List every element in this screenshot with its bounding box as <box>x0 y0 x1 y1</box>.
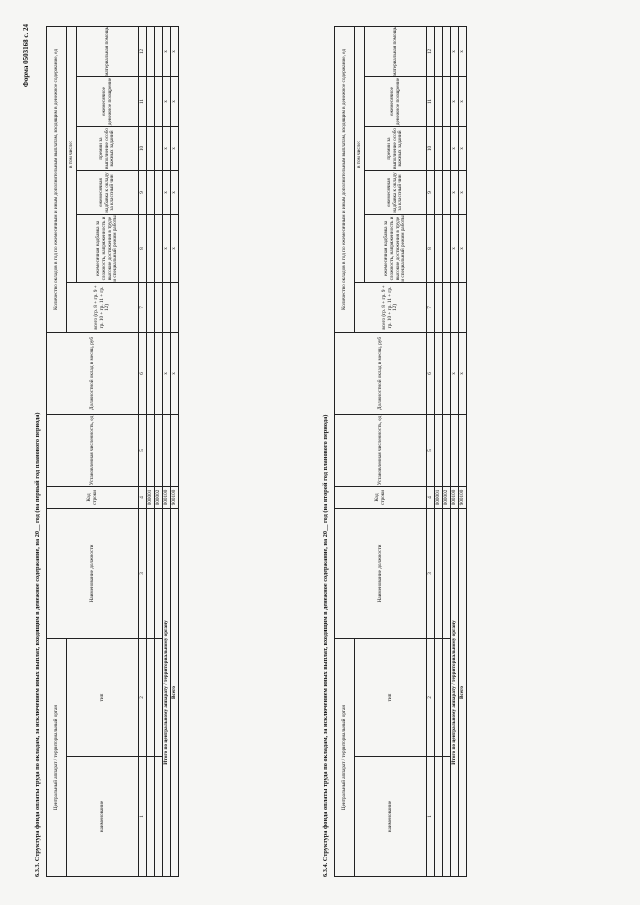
table-row <box>155 26 163 876</box>
cell-input[interactable] <box>443 170 451 214</box>
col-number: 11 <box>139 76 147 126</box>
table-row <box>443 26 451 876</box>
x-mark: x <box>451 26 459 76</box>
row-code: 000001 <box>147 486 155 508</box>
cell-input[interactable] <box>443 282 451 332</box>
name-header: наименование <box>67 757 139 877</box>
cell-input[interactable] <box>443 26 451 76</box>
cell-input[interactable] <box>155 282 163 332</box>
x-mark: x <box>451 214 459 282</box>
subtotal-row <box>451 26 459 876</box>
total-row <box>171 26 179 876</box>
cell-input[interactable] <box>435 332 443 414</box>
col-number: 10 <box>139 126 147 170</box>
cell-input[interactable] <box>443 126 451 170</box>
subcol-header: материальная помощь <box>365 26 427 76</box>
total-code: 900100 <box>171 486 179 508</box>
x-mark: x <box>171 26 179 76</box>
subtotal-label: Итого по центральному аппарату / территориальному органу <box>163 508 171 876</box>
cell-input[interactable] <box>147 757 155 877</box>
col-number: 12 <box>139 26 147 76</box>
cell-input[interactable] <box>451 414 459 486</box>
total-label: Всего <box>171 508 179 876</box>
cell-input[interactable] <box>155 638 163 756</box>
subcol-header: премии за выполнение особо важных заданий <box>365 126 427 170</box>
row-code: 000002 <box>155 486 163 508</box>
cell-input[interactable] <box>155 76 163 126</box>
cell-input[interactable] <box>163 282 171 332</box>
col-number: 1 <box>139 757 147 877</box>
cell-input[interactable] <box>459 282 467 332</box>
subcol-header: ежемесячная надбавка за сложность, напряженность и высокие достижения в труде и специальный режим работы <box>365 214 427 282</box>
x-mark: x <box>171 214 179 282</box>
cell-input[interactable] <box>435 214 443 282</box>
subtotal-code: 000100 <box>163 486 171 508</box>
subtotal-row <box>163 26 171 876</box>
col-number: 6 <box>139 332 147 414</box>
position-header: Наименование должности <box>47 508 139 638</box>
col-number: 4 <box>139 486 147 508</box>
col-number: 6 <box>427 332 435 414</box>
col-number: 9 <box>139 170 147 214</box>
cell-input[interactable] <box>155 332 163 414</box>
cell-input[interactable] <box>435 26 443 76</box>
row-code: 000001 <box>435 486 443 508</box>
total-header: всего (гр. 8 + гр. 9 + гр. 10 + гр. 11 + гр. 12) <box>355 282 427 332</box>
cell-input[interactable] <box>443 332 451 414</box>
cell-input[interactable] <box>147 414 155 486</box>
cell-input[interactable] <box>435 508 443 638</box>
cell-input[interactable] <box>155 414 163 486</box>
incl-header: в том числе: <box>355 26 365 282</box>
headcount-header: Установленная численность, ед <box>335 414 427 486</box>
count-group-header: Количество окладов в год по ежемесячным и иным дополнительным выплатам, входящим в денежное содержание, ед <box>335 26 355 332</box>
subcol-header: ежемесячная надбавка к окладу за классный чин <box>77 170 139 214</box>
form-code: Форма 0503168 с. 24 <box>22 24 30 88</box>
x-mark: x <box>451 332 459 414</box>
cell-input[interactable] <box>155 26 163 76</box>
table-row <box>147 26 155 876</box>
x-mark: x <box>163 214 171 282</box>
code-header: Код строки <box>47 486 139 508</box>
cell-input[interactable] <box>443 414 451 486</box>
x-mark: x <box>459 126 467 170</box>
cell-input[interactable] <box>171 414 179 486</box>
x-mark: x <box>451 170 459 214</box>
subcol-header: премии за выполнение особо важных заданий <box>77 126 139 170</box>
x-mark: x <box>459 170 467 214</box>
cell-input[interactable] <box>443 757 451 877</box>
org-group-header: Центральный аппарат / территориальный орган <box>47 638 67 876</box>
subcol-header: ежемесячное денежное поощрение <box>77 76 139 126</box>
cell-input[interactable] <box>147 76 155 126</box>
cell-input[interactable] <box>147 638 155 756</box>
col-number: 3 <box>427 508 435 638</box>
position-header: Наименование должности <box>335 508 427 638</box>
table-row <box>435 26 443 876</box>
cell-input[interactable] <box>443 76 451 126</box>
cell-input[interactable] <box>451 282 459 332</box>
table-6-3-3 <box>46 26 179 877</box>
col-number: 12 <box>427 26 435 76</box>
cell-input[interactable] <box>155 126 163 170</box>
col-number: 8 <box>139 214 147 282</box>
col-number: 7 <box>427 282 435 332</box>
subtotal-code: 000100 <box>451 486 459 508</box>
headcount-header: Установленная численность, ед <box>47 414 139 486</box>
col-number: 11 <box>427 76 435 126</box>
x-mark: x <box>451 126 459 170</box>
cell-input[interactable] <box>147 508 155 638</box>
subcol-header: ежемесячная надбавка к окладу за классный чин <box>365 170 427 214</box>
x-mark: x <box>459 76 467 126</box>
cell-input[interactable] <box>459 414 467 486</box>
row-code: 000002 <box>443 486 451 508</box>
col-number: 3 <box>139 508 147 638</box>
cell-input[interactable] <box>443 638 451 756</box>
cell-input[interactable] <box>435 282 443 332</box>
col-number: 4 <box>427 486 435 508</box>
incl-header: в том числе: <box>67 26 77 282</box>
cell-input[interactable] <box>147 282 155 332</box>
x-mark: x <box>459 26 467 76</box>
cell-input[interactable] <box>435 126 443 170</box>
salary-header: Должностной оклад в месяц, руб <box>47 332 139 414</box>
cell-input[interactable] <box>171 282 179 332</box>
cell-input[interactable] <box>147 332 155 414</box>
x-mark: x <box>163 332 171 414</box>
cell-input[interactable] <box>435 414 443 486</box>
col-number: 5 <box>139 414 147 486</box>
total-header: всего (гр. 8 + гр. 9 + гр. 10 + гр. 11 + гр. 12) <box>67 282 139 332</box>
cell-input[interactable] <box>147 126 155 170</box>
cell-input[interactable] <box>155 508 163 638</box>
rotated-form <box>20 20 620 885</box>
col-number: 1 <box>427 757 435 877</box>
cell-input[interactable] <box>155 170 163 214</box>
cell-input[interactable] <box>435 757 443 877</box>
x-mark: x <box>171 126 179 170</box>
x-mark: x <box>163 126 171 170</box>
x-mark: x <box>163 170 171 214</box>
x-mark: x <box>171 76 179 126</box>
total-row <box>459 26 467 876</box>
col-number: 2 <box>139 638 147 756</box>
cell-input[interactable] <box>147 26 155 76</box>
code-header: Код строки <box>335 486 427 508</box>
col-number: 2 <box>427 638 435 756</box>
x-mark: x <box>459 332 467 414</box>
x-mark: x <box>163 76 171 126</box>
x-mark: x <box>171 332 179 414</box>
cell-input[interactable] <box>147 214 155 282</box>
cell-input[interactable] <box>163 414 171 486</box>
salary-header: Должностной оклад в месяц, руб <box>335 332 427 414</box>
section-title-6-3-3: 6.3.3. Структура фонда оплаты труда по окладам, за исключением иных выплат, входящим в денежное содержание, на 20__ год (на первый год планового периода) <box>34 412 41 877</box>
section-title-6-3-4: 6.3.4. Структура фонда оплаты труда по окладам, за исключением иных выплат, входящим в денежное содержание, на 20__ год (на второй год планового периода) <box>322 414 329 877</box>
x-mark: x <box>171 170 179 214</box>
cell-input[interactable] <box>443 214 451 282</box>
cell-input[interactable] <box>443 508 451 638</box>
col-number: 10 <box>427 126 435 170</box>
table-6-3-4 <box>334 26 467 877</box>
col-number: 9 <box>427 170 435 214</box>
cell-input[interactable] <box>435 76 443 126</box>
subtotal-label: Итого по центральному аппарату / территориальному органу <box>451 508 459 876</box>
x-mark: x <box>459 214 467 282</box>
org-group-header: Центральный аппарат / территориальный орган <box>335 638 355 876</box>
subcol-header: материальная помощь <box>77 26 139 76</box>
subcol-header: ежемесячное денежное поощрение <box>365 76 427 126</box>
cell-input[interactable] <box>435 170 443 214</box>
count-group-header: Количество окладов в год по ежемесячным и иным дополнительным выплатам, входящим в денежное содержание, ед <box>47 26 67 332</box>
x-mark: x <box>163 26 171 76</box>
subcol-header: ежемесячная надбавка за сложность, напряженность и высокие достижения в труде и специальный режим работы <box>77 214 139 282</box>
total-label: Всего <box>459 508 467 876</box>
cell-input[interactable] <box>147 170 155 214</box>
type-header: тип <box>355 638 427 756</box>
total-code: 900100 <box>459 486 467 508</box>
col-number: 8 <box>427 214 435 282</box>
type-header: тип <box>67 638 139 756</box>
cell-input[interactable] <box>435 638 443 756</box>
x-mark: x <box>451 76 459 126</box>
col-number: 5 <box>427 414 435 486</box>
col-number: 7 <box>139 282 147 332</box>
cell-input[interactable] <box>155 214 163 282</box>
cell-input[interactable] <box>155 757 163 877</box>
name-header: наименование <box>355 757 427 877</box>
